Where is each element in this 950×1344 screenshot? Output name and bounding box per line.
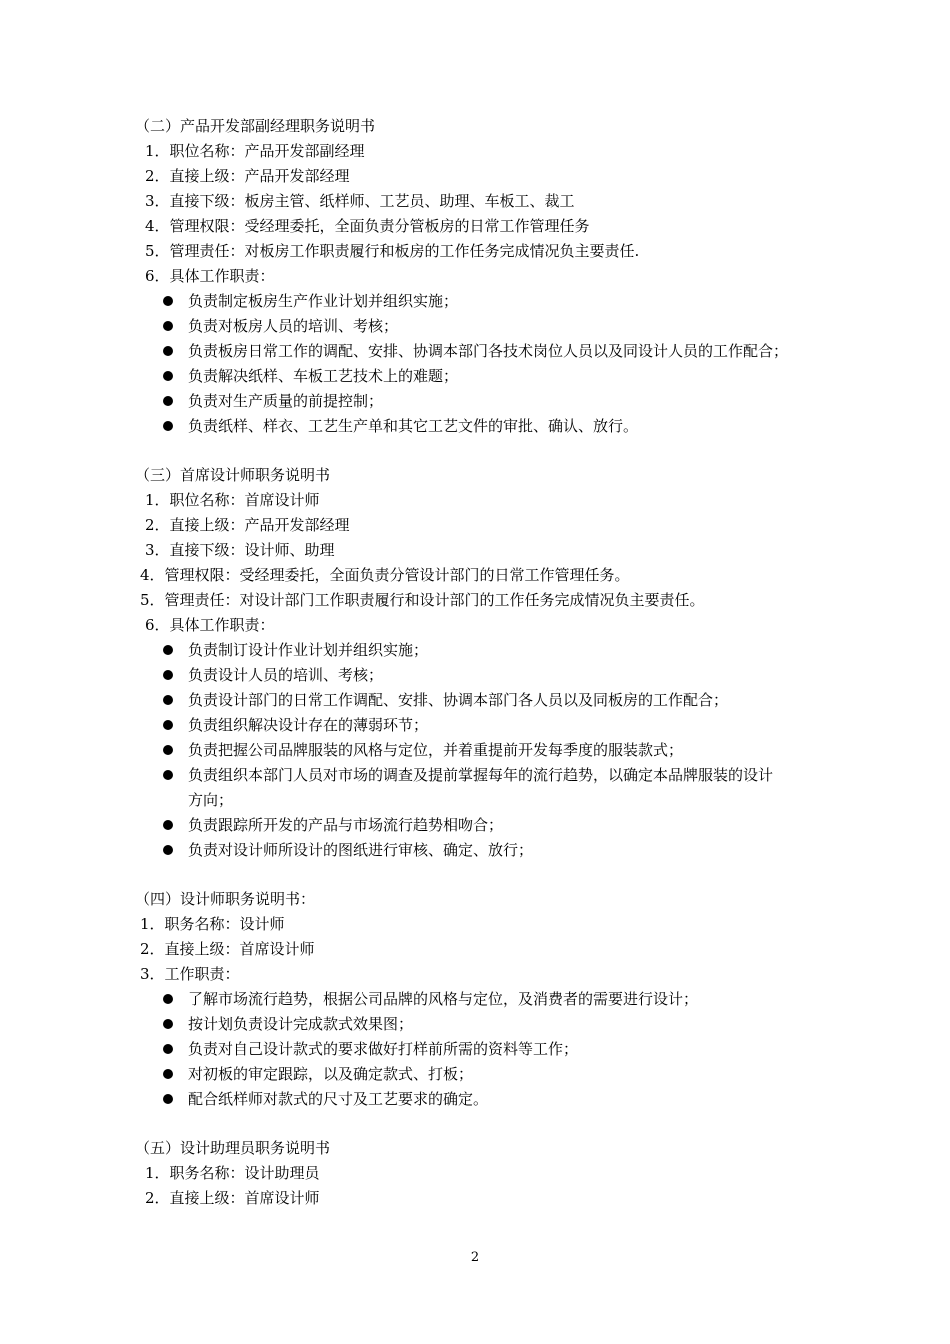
bullet-item: 负责对生产质量的前提控制； [163,391,383,411]
bullet-icon [163,745,173,755]
bullet-item: 负责设计部门的日常工作调配、安排、协调本部门各人员以及同板房的工作配合； [163,690,728,710]
bullet-item: 负责解决纸样、车板工艺技术上的难题； [163,366,458,386]
bullet-icon [163,1069,173,1079]
section-title: （二）产品开发部副经理职务说明书 [135,117,376,135]
bullet-item: 负责对板房人员的培训、考核； [163,316,398,336]
bullet-item: 负责组织解决设计存在的薄弱环节； [163,715,428,735]
bullet-item: 负责制定板房生产作业计划并组织实施； [163,291,458,311]
list-item: 1．职务名称：设计助理员 [145,1164,320,1182]
bullet-icon [163,346,173,356]
list-item: 1．职位名称：产品开发部副经理 [145,142,365,160]
bullet-item: 对初板的审定跟踪，以及确定款式、打板； [163,1064,473,1084]
bullet-icon [163,296,173,306]
bullet-item: 了解市场流行趋势，根据公司品牌的风格与定位，及消费者的需要进行设计； [163,989,698,1009]
list-item: 2．直接上级：产品开发部经理 [145,167,350,185]
bullet-icon [163,845,173,855]
bullet-icon [163,770,173,780]
bullet-continuation: 方向； [188,791,234,809]
bullet-item: 负责纸样、样衣、工艺生产单和其它工艺文件的审批、确认、放行。 [163,416,638,436]
bullet-item: 负责设计人员的培训、考核； [163,665,383,685]
bullet-icon [163,421,173,431]
bullet-item: 负责把握公司品牌服装的风格与定位，并着重提前开发每季度的服装款式； [163,740,683,760]
bullet-icon [163,321,173,331]
bullet-icon [163,670,173,680]
list-item: 2．直接上级：首席设计师 [140,940,315,958]
bullet-icon [163,1019,173,1029]
list-item: 6．具体工作职责： [145,616,275,634]
bullet-item: 负责制订设计作业计划并组织实施； [163,640,428,660]
bullet-item: 按计划负责设计完成款式效果图； [163,1014,413,1034]
bullet-icon [163,396,173,406]
bullet-item: 负责对自己设计款式的要求做好打样前所需的资料等工作； [163,1039,578,1059]
list-item: 2．直接上级：首席设计师 [145,1189,320,1207]
list-item: 5．管理责任：对设计部门工作职责履行和设计部门的工作任务完成情况负主要责任。 [140,591,705,609]
list-item: 6．具体工作职责： [145,267,275,285]
bullet-icon [163,720,173,730]
bullet-item: 配合纸样师对款式的尺寸及工艺要求的确定。 [163,1089,488,1109]
list-item: 3．工作职责： [140,965,240,983]
bullet-item: 负责板房日常工作的调配、安排、协调本部门各技术岗位人员以及同设计人员的工作配合； [163,341,788,361]
list-item: 3．直接下级：板房主管、纸样师、工艺员、助理、车板工、裁工 [145,192,575,210]
list-item: 5．管理责任：对板房工作职责履行和板房的工作任务完成情况负主要责任. [145,242,640,260]
bullet-icon [163,994,173,1004]
list-item: 2．直接上级：产品开发部经理 [145,516,350,534]
bullet-item: 负责对设计师所设计的图纸进行审核、确定、放行； [163,840,533,860]
list-item: 1．职位名称：首席设计师 [145,491,320,509]
bullet-icon [163,1044,173,1054]
list-item: 4．管理权限：受经理委托，全面负责分管设计部门的日常工作管理任务。 [140,566,630,584]
list-item: 3．直接下级：设计师、助理 [145,541,335,559]
bullet-icon [163,1094,173,1104]
bullet-icon [163,820,173,830]
section-title: （三）首席设计师职务说明书 [135,466,331,484]
list-item: 1．职务名称：设计师 [140,915,285,933]
section-title: （四）设计师职务说明书： [135,890,316,908]
section-title: （五）设计助理员职务说明书 [135,1139,331,1157]
list-item: 4．管理权限：受经理委托，全面负责分管板房的日常工作管理任务 [145,217,590,235]
bullet-item: 负责跟踪所开发的产品与市场流行趋势相吻合； [163,815,503,835]
bullet-icon [163,695,173,705]
bullet-icon [163,371,173,381]
page-number: 2 [470,1250,480,1265]
bullet-item: 负责组织本部门人员对市场的调查及提前掌握每年的流行趋势，以确定本品牌服装的设计 [163,765,773,785]
bullet-icon [163,645,173,655]
